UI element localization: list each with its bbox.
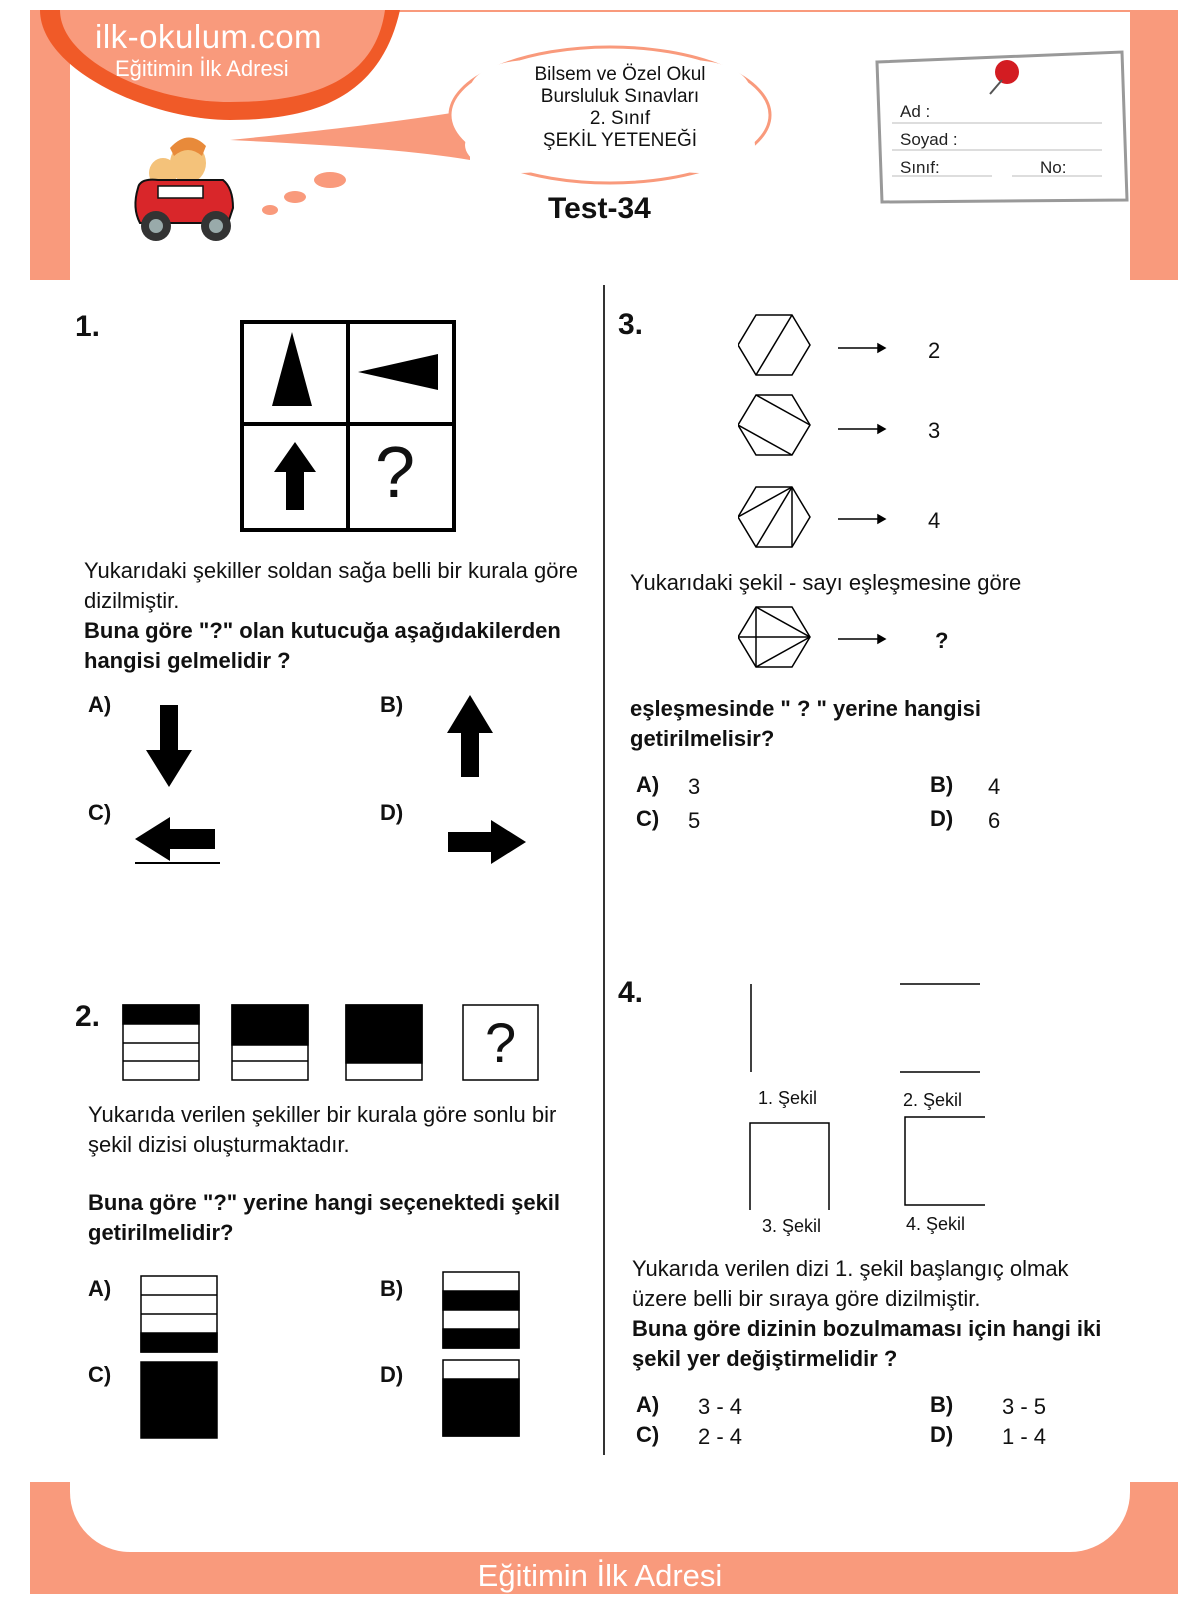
exam-info [500,64,740,152]
q2-option-a-label[interactable]: A) [88,1276,112,1301]
question-3-number: 3. [618,308,644,341]
exam-info-line: Bursluluk Sınavları [540,86,700,107]
number-field-label[interactable]: No: [1040,158,1067,177]
q4-text: Yukarıda verilen dizi 1. şekil başlangıç olmak üzere belli bir sıraya göre dizilmiştir. [632,1256,1069,1311]
q3-text: Yukarıdaki şekil - sayı eşleşmesine göre [630,570,1022,595]
q2-option-c-figure[interactable] [140,1360,220,1440]
q3-option-d-value[interactable]: 6 [988,808,1001,833]
q2-option-b-figure[interactable] [442,1270,522,1350]
question-4-number: 4. [618,976,644,1009]
q1-option-b-label[interactable]: B) [380,692,404,717]
q3-mapping-2: 3 [928,418,941,443]
q3-option-d-label[interactable]: D) [930,806,954,831]
q4-shape-3 [750,1123,829,1210]
q4-option-d-label[interactable]: D) [930,1422,954,1447]
q2-question: Buna göre "?" yerine hangi seçenektedi şekil getirilmelidir? [88,1190,561,1245]
q3-option-a-label[interactable]: A) [636,772,660,797]
q2-text: Yukarıda verilen şekiller bir kurala göre sonlu bir şekil dizisi oluşturmaktadır. [88,1102,557,1157]
q1-option-c-arrow-left[interactable] [135,815,225,865]
q3-option-c-value[interactable]: 5 [688,808,701,833]
q1-option-d-label[interactable]: D) [380,800,404,825]
question-1-number: 1. [75,310,101,343]
q1-text: Yukarıdaki şekiller soldan sağa belli bir kurala göre dizilmiştir. [84,558,579,613]
q3-option-b-value[interactable]: 4 [988,774,1001,799]
q4-option-b-label[interactable]: B) [930,1392,954,1417]
class-field-label[interactable]: Sınıf: [900,158,940,177]
q1-pattern-grid [240,320,458,534]
q4-shape-3-label: 3. Şekil [762,1216,822,1236]
mascot-car-illustration [128,128,238,248]
q4-shape-4-label: 4. Şekil [906,1214,966,1234]
q3-option-c-label[interactable]: C) [636,806,660,831]
q4-option-a-label[interactable]: A) [636,1392,660,1417]
q2-step-1 [123,1005,199,1080]
q2-option-a-figure[interactable] [140,1274,220,1354]
q2-option-c-label[interactable]: C) [88,1362,112,1387]
q2-question-mark: ? [485,1011,517,1074]
q2-option-d-figure[interactable] [442,1358,522,1438]
q1-question-mark: ? [375,433,416,513]
q2-option-b-label[interactable]: B) [380,1276,404,1301]
q1-option-a-arrow-down[interactable] [145,705,195,790]
q3-question: eşleşmesinde " ? " yerine hangisi getirilmelisir? [630,696,982,751]
footer-brand-tagline: Eğitimin İlk Adresi [477,1558,723,1593]
q4-option-b-value[interactable]: 3 - 5 [1002,1394,1047,1419]
surname-field-label[interactable]: Soyad : [900,130,958,149]
column-divider [603,285,605,1455]
brand-name[interactable]: ilk-okulum.com [95,18,323,55]
q4-shape-2 [900,984,980,1072]
footer-brand-name[interactable]: ilk-okulum.com [453,1512,747,1561]
q3-mapping-1: 2 [928,338,941,363]
exam-info-line: 2. Sınıf [589,108,651,129]
q4-shape-2-label: 2. Şekil [903,1090,963,1110]
q3-unknown: ? [935,628,949,653]
q2-option-d-label[interactable]: D) [380,1362,404,1387]
test-title: Test-34 [548,192,651,225]
q4-option-c-label[interactable]: C) [636,1422,660,1447]
question-2-number: 2. [75,1000,101,1033]
q4-shape-4 [905,1117,985,1205]
q3-option-a-value[interactable]: 3 [688,774,701,799]
q4-option-a-value[interactable]: 3 - 4 [698,1394,743,1419]
exam-info-line: Bilsem ve Özel Okul [534,64,706,85]
q3-hexagon-2 [738,395,810,455]
q3-mapping-3: 4 [928,508,941,533]
q1-option-d-arrow-right[interactable] [448,818,528,868]
q1-question: Buna göre "?" olan kutucuğa aşağıdakilerden hangisi gelmelidir ? [84,618,561,673]
q1-option-c-label[interactable]: C) [88,800,112,825]
name-field-label[interactable]: Ad : [900,102,931,121]
q4-option-c-value[interactable]: 2 - 4 [698,1424,743,1449]
q4-question: Buna göre dizinin bozulmaması için hangi iki şekil yer değiştirmelidir ? [632,1316,1102,1371]
q2-step-3 [346,1005,422,1080]
exam-info-line: ŞEKİL YETENEĞİ [542,130,698,151]
brand-tagline: Eğitimin İlk Adresi [115,56,289,81]
q3-hexagon-sequence [738,312,898,672]
q3-option-b-label[interactable]: B) [930,772,954,797]
q4-option-d-value[interactable]: 1 - 4 [1002,1424,1047,1449]
q2-step-2 [232,1005,308,1080]
q1-option-b-arrow-up[interactable] [445,695,495,780]
q4-shape-1-label: 1. Şekil [758,1088,818,1108]
q1-option-a-label[interactable]: A) [88,692,112,717]
